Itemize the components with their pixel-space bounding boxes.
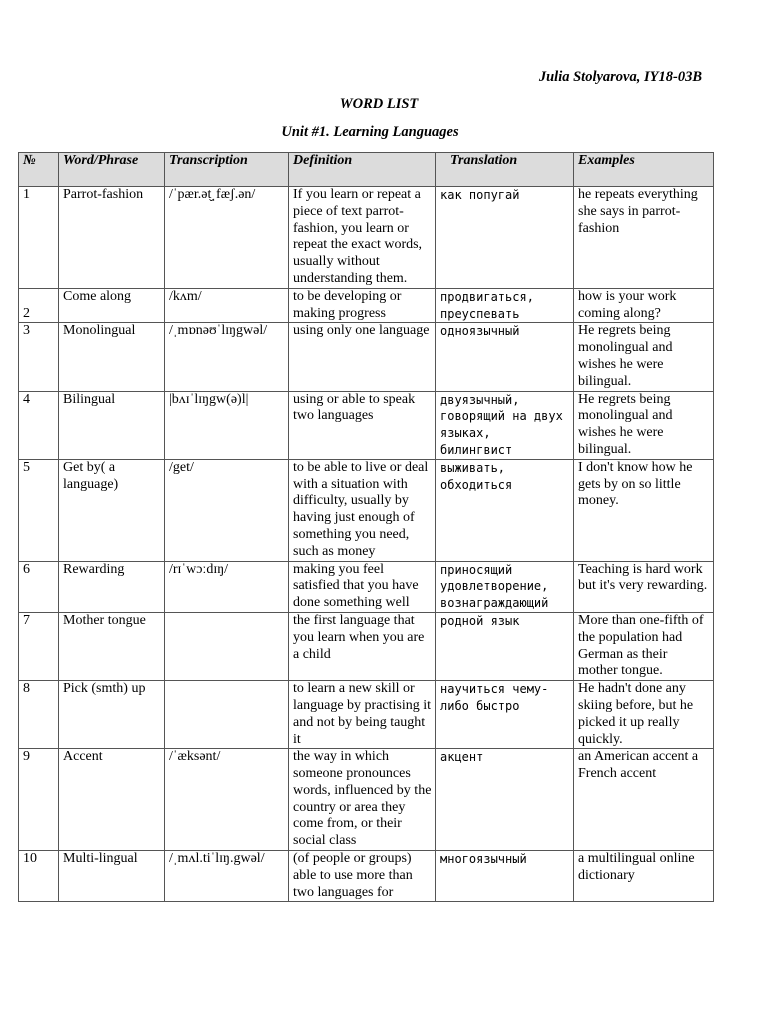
row-number: 6: [19, 561, 59, 612]
word-cell: Rewarding: [59, 561, 165, 612]
table-row: [19, 288, 714, 323]
column-header-definition: Definition: [289, 153, 436, 187]
translation-cell: родной язык: [436, 612, 574, 680]
unit-heading: Unit #1. Learning Languages: [281, 124, 459, 140]
translation-cell: акцент: [436, 749, 574, 851]
example-cell: how is your work coming along?: [574, 288, 714, 323]
row-number: 7: [19, 612, 59, 680]
translation-cell: выживать, обходиться: [436, 459, 574, 561]
definition-cell: (of people or groups) able to use more than two languages for: [289, 851, 436, 902]
transcription-cell: /get/: [165, 459, 289, 561]
column-header-transcription: Transcription: [165, 153, 289, 187]
translation-cell: одноязычный: [436, 323, 574, 391]
word-cell: Bilingual: [59, 391, 165, 459]
definition-cell: making you feel satisfied that you have done something well: [289, 561, 436, 612]
word-cell: Parrot-fashion: [59, 187, 165, 289]
translation-cell: как попугай: [436, 187, 574, 289]
transcription-cell: /ˌmʌl.tiˈlɪŋ.gwəl/: [165, 851, 289, 902]
example-cell: He regrets being monolingual and wishes he were bilingual.: [574, 391, 714, 459]
document-title: WORD LIST: [339, 96, 419, 112]
definition-cell: the first language that you learn when you are a child: [289, 612, 436, 680]
column-header-translation: Translation: [436, 153, 574, 187]
table-row: [19, 681, 714, 749]
word-cell: Get by( a language): [59, 459, 165, 561]
example-cell: He hadn't done any skiing before, but he picked it up really quickly.: [574, 681, 714, 749]
row-number: 10: [19, 851, 59, 902]
column-header-examples: Examples: [574, 153, 714, 187]
transcription-cell: /rɪˈwɔːdɪŋ/: [165, 561, 289, 612]
table-row: [19, 612, 714, 680]
table-row: [19, 459, 714, 561]
example-cell: More than one-fifth of the population had German as their mother tongue.: [574, 612, 714, 680]
table-header-row: [19, 153, 714, 187]
row-number: 2: [19, 288, 59, 323]
transcription-cell: /ˈæksənt/: [165, 749, 289, 851]
translation-cell: приносящий удовлетворение, вознаграждающий: [436, 561, 574, 612]
translation-cell: двуязычный, говорящий на двух языках, билингвист: [436, 391, 574, 459]
translation-cell: продвигаться, преуспевать: [436, 288, 574, 323]
word-cell: Pick (smth) up: [59, 681, 165, 749]
word-list-table: [18, 152, 714, 902]
table-row: [19, 749, 714, 851]
author-line: Julia Stolyarova, IY18-03B: [538, 69, 702, 85]
row-number: 3: [19, 323, 59, 391]
word-cell: Mother tongue: [59, 612, 165, 680]
row-number: 1: [19, 187, 59, 289]
word-cell: Come along: [59, 288, 165, 323]
table-row: [19, 187, 714, 289]
definition-cell: to be able to live or deal with a situation with difficulty, usually by having just enough of something you need, such as money: [289, 459, 436, 561]
column-header-word: Word/Phrase: [59, 153, 165, 187]
word-cell: Accent: [59, 749, 165, 851]
column-header-number: №: [19, 153, 59, 187]
row-number: 4: [19, 391, 59, 459]
row-number: 9: [19, 749, 59, 851]
definition-cell: If you learn or repeat a piece of text parrot-fashion, you learn or repeat the exact words, usually without understanding them.: [289, 187, 436, 289]
table-row: [19, 391, 714, 459]
transcription-cell: /kʌm/: [165, 288, 289, 323]
definition-cell: to be developing or making progress: [289, 288, 436, 323]
definition-cell: using or able to speak two languages: [289, 391, 436, 459]
example-cell: an American accent a French accent: [574, 749, 714, 851]
definition-cell: the way in which someone pronounces words, influenced by the country or area they come from, or their social class: [289, 749, 436, 851]
row-number: 8: [19, 681, 59, 749]
example-cell: a multilingual online dictionary: [574, 851, 714, 902]
example-cell: I don't know how he gets by on so little money.: [574, 459, 714, 561]
definition-cell: using only one language: [289, 323, 436, 391]
transcription-cell: [165, 612, 289, 680]
word-cell: Monolingual: [59, 323, 165, 391]
transcription-cell: [165, 681, 289, 749]
example-cell: he repeats everything she says in parrot-fashion: [574, 187, 714, 289]
word-cell: Multi-lingual: [59, 851, 165, 902]
translation-cell: научиться чему-либо быстро: [436, 681, 574, 749]
table-row: [19, 323, 714, 391]
translation-cell: многоязычный: [436, 851, 574, 902]
table-row: [19, 851, 714, 902]
transcription-cell: |bʌɪˈlɪŋgw(ə)l|: [165, 391, 289, 459]
definition-cell: to learn a new skill or language by practising it and not by being taught it: [289, 681, 436, 749]
example-cell: He regrets being monolingual and wishes he were bilingual.: [574, 323, 714, 391]
row-number: 5: [19, 459, 59, 561]
table-row: [19, 561, 714, 612]
transcription-cell: /ˌmɒnəʊˈlɪŋgwəl/: [165, 323, 289, 391]
example-cell: Teaching is hard work but it's very rewarding.: [574, 561, 714, 612]
transcription-cell: /ˈpær.ət̬ˌfæʃ.ən/: [165, 187, 289, 289]
